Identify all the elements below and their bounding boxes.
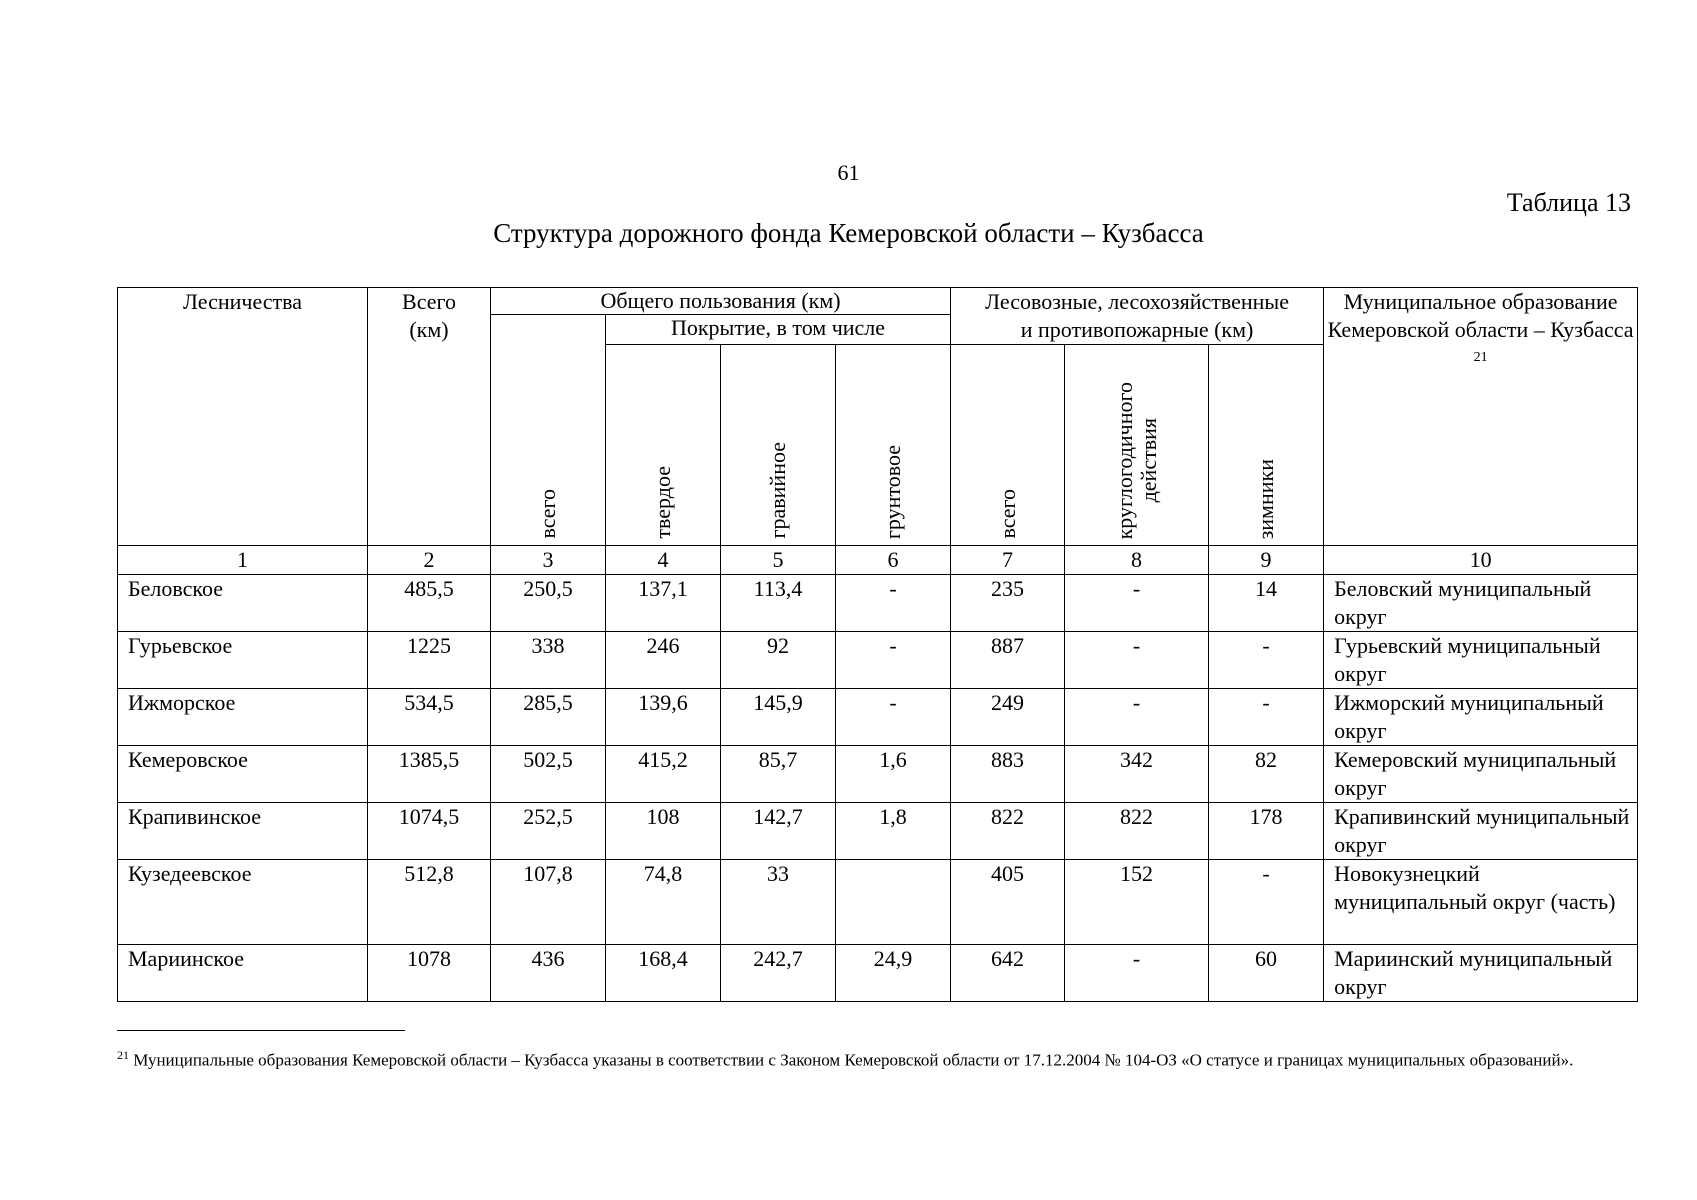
hard-cell: 139,6 [606,689,721,746]
forest-total-cell: 235 [951,575,1065,632]
table-row [118,860,1638,945]
column-number: 9 [1209,546,1324,575]
general-total-cell: 338 [491,632,606,689]
footnote-number: 21 [117,1048,129,1062]
column-number-row [118,546,1638,575]
year-round-cell: - [1065,945,1209,1002]
forest-total-cell: 405 [951,860,1065,945]
table-row [118,689,1638,746]
municipal-cell: Кемеровский муниципальный округ [1324,746,1638,803]
forest-total-cell: 887 [951,632,1065,689]
gravel-cell: 85,7 [721,746,836,803]
winter-cell: 82 [1209,746,1324,803]
document-title: Структура дорожного фонда Кемеровской области – Кузбасса [493,218,1204,248]
forest-total-cell: 249 [951,689,1065,746]
road-fund-table [117,287,1638,1002]
total-cell: 485,5 [368,575,491,632]
header-winter [1209,345,1324,546]
column-number: 10 [1324,546,1638,575]
column-number: 8 [1065,546,1209,575]
general-total-cell: 502,5 [491,746,606,803]
hard-cell: 415,2 [606,746,721,803]
municipal-cell: Новокузнецкий муниципальный округ (часть) [1324,860,1638,945]
winter-cell: 60 [1209,945,1324,1002]
header-total: Всего (км) [368,288,491,546]
total-cell: 512,8 [368,860,491,945]
header-general-total [491,315,606,546]
total-cell: 1078 [368,945,491,1002]
hard-cell: 168,4 [606,945,721,1002]
general-total-cell: 436 [491,945,606,1002]
municipal-cell: Мариинский муниципальный округ [1324,945,1638,1002]
header-forest-total-text: всего [994,489,1020,539]
forestry-name-cell: Кузедеевское [118,860,368,945]
ground-cell: 24,9 [836,945,951,1002]
column-number: 6 [836,546,951,575]
forestry-name-cell: Беловское [118,575,368,632]
page-number: 61 [837,160,860,185]
total-cell: 1385,5 [368,746,491,803]
year-round-cell: - [1065,689,1209,746]
column-number: 1 [118,546,368,575]
hard-cell: 137,1 [606,575,721,632]
gravel-cell: 242,7 [721,945,836,1002]
hard-cell: 74,8 [606,860,721,945]
winter-cell: 14 [1209,575,1324,632]
year-round-cell: 342 [1065,746,1209,803]
general-total-cell: 250,5 [491,575,606,632]
winter-cell: - [1209,632,1324,689]
forest-total-cell: 642 [951,945,1065,1002]
header-hard [606,345,721,546]
forestry-name-cell: Крапивинское [118,803,368,860]
total-cell: 1225 [368,632,491,689]
ground-cell: - [836,632,951,689]
ground-cell: 1,6 [836,746,951,803]
header-hard-text: твердое [650,466,675,539]
general-total-cell: 107,8 [491,860,606,945]
year-round-cell: - [1065,575,1209,632]
gravel-cell: 145,9 [721,689,836,746]
column-number: 7 [951,546,1065,575]
footnote-ref: 21 [1473,350,1488,365]
year-round-cell: 152 [1065,860,1209,945]
ground-cell: - [836,689,951,746]
municipal-cell: Крапивинский муниципальный округ [1324,803,1638,860]
year-round-cell: 822 [1065,803,1209,860]
forest-total-cell: 822 [951,803,1065,860]
header-general-total-text: всего [535,489,560,539]
header-forest-total [951,345,1065,546]
header-general-use: Общего пользования (км) [491,288,951,315]
forestry-name-cell: Гурьевское [118,632,368,689]
general-total-cell: 252,5 [491,803,606,860]
header-gravel-text: гравийное [765,442,790,539]
forestry-name-cell: Мариинское [118,945,368,1002]
total-cell: 1074,5 [368,803,491,860]
forest-total-cell: 883 [951,746,1065,803]
general-total-cell: 285,5 [491,689,606,746]
column-number: 4 [606,546,721,575]
header-year-round-text: круглогодичного действия [1111,381,1161,539]
ground-cell: - [836,575,951,632]
table-row [118,803,1638,860]
gravel-cell: 113,4 [721,575,836,632]
winter-cell: - [1209,860,1324,945]
table-label: Таблица 13 [1506,188,1631,217]
header-ground [836,345,951,546]
column-number: 2 [368,546,491,575]
header-coverage: Покрытие, в том числе [606,315,951,345]
municipal-cell: Беловский муниципальный округ [1324,575,1638,632]
header-year-round [1065,345,1209,546]
forestry-name-cell: Кемеровское [118,746,368,803]
hard-cell: 108 [606,803,721,860]
winter-cell: - [1209,689,1324,746]
winter-cell: 178 [1209,803,1324,860]
gravel-cell: 33 [721,860,836,945]
table-row [118,945,1638,1002]
table-row [118,746,1638,803]
header-ground-text: грунтовое [880,444,906,539]
footnote-text: Муниципальные образования Кемеровской области – Кузбасса указаны в соответствии с Законом Кемеровской области от 17.12.2004 № 104-ОЗ «О статусе и границах муниципальных образований». [133,1050,1574,1070]
ground-cell [836,860,951,945]
header-gravel [721,345,836,546]
header-forest-roads: Лесовозные, лесохозяйственные и противопожарные (км) [951,288,1324,345]
column-number: 5 [721,546,836,575]
table-row [118,575,1638,632]
table-row [118,632,1638,689]
header-winter-text: зимники [1253,458,1279,539]
hard-cell: 246 [606,632,721,689]
footnote [117,1043,1615,1073]
gravel-cell: 142,7 [721,803,836,860]
total-cell: 534,5 [368,689,491,746]
table-body [118,575,1638,1002]
forestry-name-cell: Ижморское [118,689,368,746]
gravel-cell: 92 [721,632,836,689]
footnote-divider [117,1030,405,1031]
header-municipal [1324,288,1638,546]
ground-cell: 1,8 [836,803,951,860]
column-number: 3 [491,546,606,575]
municipal-cell: Гурьевский муниципальный округ [1324,632,1638,689]
year-round-cell: - [1065,632,1209,689]
header-municipal-text: Муниципальное образование Кемеровской области – Кузбасса [1327,289,1634,342]
header-forestry: Лесничества [118,288,368,546]
municipal-cell: Ижморский муниципальный округ [1324,689,1638,746]
